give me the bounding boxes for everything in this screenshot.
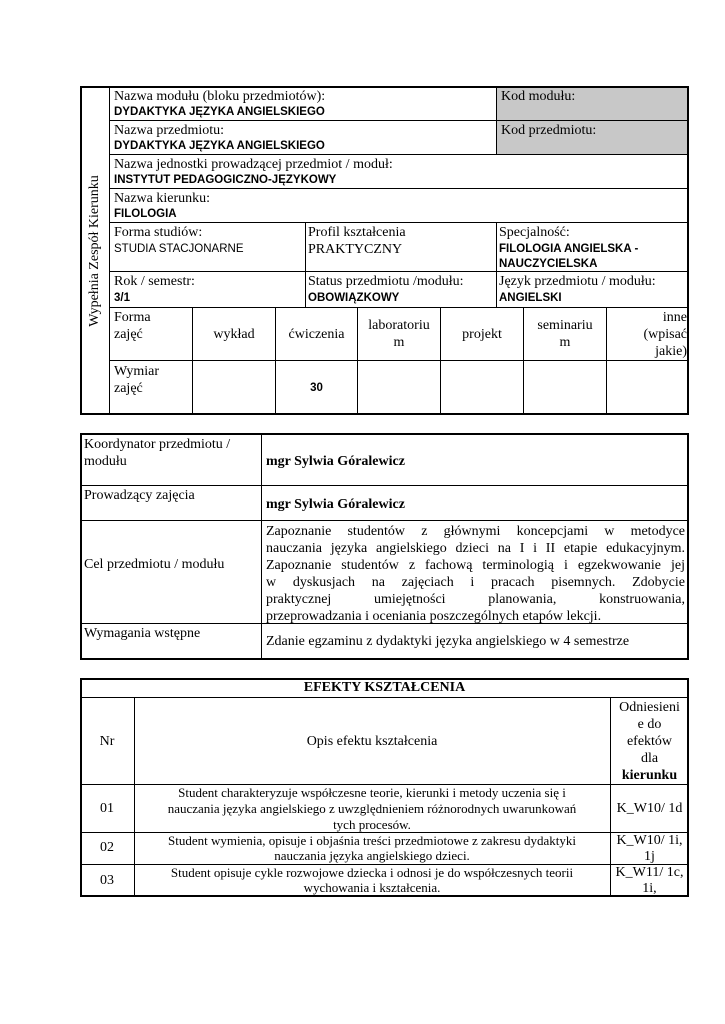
- hours-label-line1: Wymiar: [114, 364, 160, 379]
- module-name-value: DYDAKTYKA JĘZYKA ANGIELSKIEGO: [114, 106, 325, 118]
- outcome-nr: 01: [100, 801, 114, 816]
- requirements-value: Zdanie egzaminu z dydaktyki języka angielskiego w 4 semestrze: [266, 634, 630, 649]
- outcome-ref-line: K_W10/ 1i,: [616, 833, 683, 848]
- spec-value-line1: FILOLOGIA ANGIELSKA -: [499, 243, 639, 255]
- year-label: Rok / semestr:: [114, 274, 195, 289]
- col-ref-header-line: Odniesieni: [619, 700, 680, 715]
- col-desc-header: Opis efektu kształcenia: [306, 734, 438, 749]
- teacher-value: mgr Sylwia Góralewicz: [266, 497, 405, 512]
- outcome-desc-line: nauczania języka angielskiego dzieci.: [274, 848, 470, 863]
- col-exercises: ćwiczenia: [288, 327, 345, 342]
- col-nr-header: Nr: [99, 734, 115, 749]
- goal-label: Cel przedmiotu / modułu: [84, 557, 225, 572]
- profile-value: PRAKTYCZNY: [308, 242, 403, 257]
- outcome-nr: 02: [100, 840, 114, 855]
- form-label: Forma studiów:: [114, 225, 203, 240]
- unit-label: Nazwa jednostki prowadzącej przedmiot / moduł:: [114, 157, 393, 172]
- side-label: Wypełnia Zespół Kierunku: [86, 174, 102, 327]
- col-other-line2: (wpisać: [643, 327, 687, 342]
- outcome-ref: K_W10/ 1d: [616, 801, 683, 816]
- goal-line: praktycznej umiejętności planowania, konstruowania,: [266, 592, 685, 607]
- spec-label: Specjalność:: [499, 225, 570, 240]
- profile-label: Profil kształcenia: [308, 225, 406, 240]
- outcome-desc-line: wychowania i kształcenia.: [303, 880, 441, 895]
- coordinator-label-line1: Koordynator przedmiotu /: [84, 437, 231, 452]
- col-other-line1: inne: [662, 310, 687, 325]
- col-ref-header-line: e do: [637, 717, 662, 732]
- outcome-ref-line: K_W11/ 1c,: [615, 865, 684, 880]
- field-value: FILOLOGIA: [114, 208, 177, 220]
- spec-value-line2: NAUCZYCIELSKA: [499, 258, 598, 270]
- outcome-desc-line: Student charakteryzuje współczesne teorie, kierunki i metody uczenia się i: [178, 785, 566, 800]
- requirements-label: Wymagania wstępne: [84, 626, 201, 641]
- year-value: 3/1: [114, 292, 130, 304]
- outcome-desc-line: tych procesów.: [333, 817, 411, 832]
- teacher-label: Prowadzący zajęcia: [84, 488, 195, 503]
- outcome-desc: [134, 833, 610, 863]
- side-label-cell: [80, 86, 109, 415]
- col-seminar-line1: seminariu: [537, 318, 593, 333]
- hours-exercises: 30: [310, 382, 323, 394]
- subject-name-value: DYDAKTYKA JĘZYKA ANGIELSKIEGO: [114, 140, 325, 152]
- outcome-ref: [610, 865, 689, 897]
- subject-code-label: Kod przedmiotu:: [501, 123, 597, 138]
- field-label: Nazwa kierunku:: [114, 191, 211, 206]
- col-ref-header-line: dla: [640, 751, 659, 766]
- outcome-ref: [610, 833, 689, 865]
- unit-value: INSTYTUT PEDAGOGICZNO-JĘZYKOWY: [114, 174, 337, 186]
- subject-name-label: Nazwa przedmiotu:: [114, 123, 225, 138]
- col-ref-header: [610, 699, 689, 784]
- goal-line: Zapoznanie studentów z głównymi koncepcjami w metodyce: [266, 524, 685, 539]
- status-value: OBOWIĄZKOWY: [308, 292, 400, 304]
- forms-header-line1: Forma: [114, 310, 151, 325]
- outcome-ref-line: 1j: [644, 849, 655, 864]
- outcome-desc-line: nauczania języka angielskiego z uwzględnieniem różnorodnych uwarunkowań: [167, 801, 577, 816]
- col-project: projekt: [462, 327, 502, 342]
- outcome-desc: [134, 865, 610, 895]
- col-seminar-line2: m: [559, 335, 571, 350]
- col-other-line3: jakie): [655, 344, 687, 359]
- goal-line: w dyskusjach na zajęciach i pracach pisemnych. Zdobycie: [266, 575, 685, 590]
- col-lecture: wykład: [213, 327, 255, 342]
- coordinator-label-line2: modułu: [84, 454, 127, 469]
- module-code-label: Kod modułu:: [501, 89, 576, 104]
- status-label: Status przedmiotu /modułu:: [308, 274, 464, 289]
- col-lab-line1: laboratoriu: [368, 318, 430, 333]
- forms-header-line2: zajęć: [114, 327, 143, 342]
- col-lab-line2: m: [393, 335, 405, 350]
- outcomes-title: EFEKTY KSZTAŁCENIA: [303, 680, 466, 695]
- coordinator-value: mgr Sylwia Góralewicz: [266, 454, 405, 469]
- col-ref-header-line: efektów: [626, 734, 673, 749]
- outcome-desc: [134, 785, 610, 833]
- goal-text: [266, 523, 685, 625]
- module-name-label: Nazwa modułu (bloku przedmiotów):: [114, 89, 326, 104]
- goal-line: Zapoznanie studentów z fachową terminologią i egzekwowanie jej: [266, 558, 685, 573]
- hours-label-line2: zajęć: [114, 381, 143, 396]
- outcome-desc-line: Student wymienia, opisuje i objaśnia treści przedmiotowe z zakresu dydaktyki: [168, 833, 576, 848]
- form-value: STUDIA STACJONARNE: [114, 243, 244, 255]
- lang-value: ANGIELSKI: [499, 292, 562, 304]
- lang-label: Język przedmiotu / modułu:: [499, 274, 656, 289]
- col-ref-header-bold: kierunku: [621, 768, 678, 783]
- outcome-nr: 03: [100, 873, 114, 888]
- goal-line: przeprowadzania i oceniania poszczególnych etapów lekcji.: [266, 609, 602, 624]
- goal-line: nauczania języka angielskiego dzieci na I i II etapie edukacyjnym.: [266, 541, 685, 556]
- outcome-desc-line: Student opisuje cykle rozwojowe dziecka i odnosi je do współczesnych teorii: [170, 865, 574, 880]
- outcome-ref-line: 1i,: [642, 881, 657, 896]
